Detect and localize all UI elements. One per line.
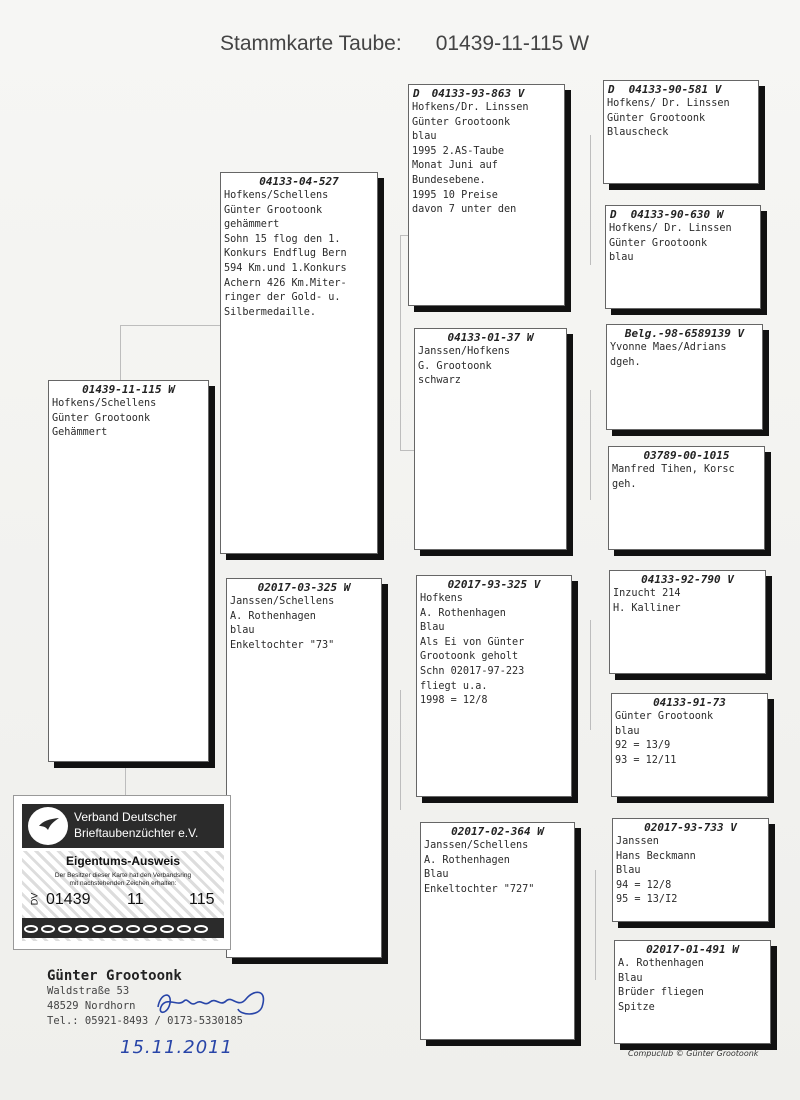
card-line: Blau [424, 869, 449, 881]
card-line: gehämmert [224, 219, 280, 231]
ownership-badge [13, 795, 231, 950]
card-line: A. Rothenhagen [424, 854, 510, 866]
card-line: Inzucht 214 [613, 588, 681, 599]
card-line: 94 = 12/8 [616, 879, 672, 891]
ring-number [606, 206, 760, 222]
ring-number: 01439-11-115 W [82, 383, 175, 396]
card-line: Janssen [616, 836, 659, 847]
badge-small-line2: mit nachstehenden Zeichen erhalten: [69, 880, 177, 887]
ring-number: 02017-93-325 V [447, 578, 541, 591]
card-line: 1995 10 Preise [412, 189, 498, 201]
card-line: Konkurs Endflug Bern [224, 248, 347, 260]
pigeon-card-fm [414, 328, 567, 550]
ring-prefix: D [413, 87, 420, 100]
card-line: Janssen/Schellens [424, 840, 529, 851]
pigeon-card-mother [226, 578, 382, 958]
ring-number: 03789-00-1015 [643, 449, 730, 462]
ring-prefix: D [608, 83, 615, 96]
card-line: 92 = 13/9 [615, 740, 671, 752]
pigeon-card-main [48, 380, 209, 762]
card-line: blau [609, 252, 634, 264]
title-ring-number: 01439-11-115 W [435, 32, 590, 55]
card-line: Yvonne Maes/Adrians [610, 342, 727, 353]
badge-small-text [22, 872, 224, 888]
badge-small-line1: Der Besitzer dieser Karte hat den Verbandsring [54, 872, 192, 879]
ring-value: 04133-90-630 W [630, 208, 724, 221]
card-line: blau [615, 725, 640, 737]
card-line: Bundesebene. [412, 174, 486, 186]
card-line: 594 Km.und 1.Konkurs [224, 262, 347, 274]
owner-street: Waldstraße 53 [47, 985, 130, 997]
card-line: A. Rothenhagen [230, 610, 316, 622]
card-line: Sohn 15 flog den 1. [224, 233, 341, 245]
ring-number: 02017-03-325 W [257, 581, 351, 594]
badge-band [22, 804, 224, 848]
card-line: Silbermedaille. [224, 306, 317, 318]
vdb-logo [28, 807, 68, 845]
card-line: Spitze [618, 1001, 655, 1013]
ring-prefix: D [610, 208, 617, 221]
ring-value: 04133-90-581 V [628, 83, 722, 96]
badge-number-3: 115 [189, 891, 215, 908]
card-line: Günter Grootoonk [615, 711, 714, 722]
ring-number: 04133-04-527 [259, 175, 339, 188]
connector [120, 325, 121, 382]
card-line: Brüder fliegen [618, 987, 704, 999]
title-label: Stammkarte Taube: [220, 32, 402, 55]
owner-name: Günter Grootoonk [47, 968, 182, 984]
card-line: A. Rothenhagen [420, 607, 506, 619]
ring-number: 04133-91-73 [653, 696, 726, 709]
owner-phone: Tel.: 05921-8493 / 0173-5330185 [47, 1015, 243, 1027]
card-line: geh. [612, 478, 637, 490]
badge-number-2: 11 [127, 891, 144, 908]
pigeon-card-fff [603, 80, 759, 184]
pigeon-card-mff [609, 570, 766, 674]
card-line: Monat Juni auf [412, 160, 498, 172]
ring-number: 02017-02-364 W [451, 825, 544, 838]
card-line: Hofkens/ Dr. Linssen [609, 223, 732, 234]
card-line: dgeh. [610, 356, 641, 368]
ring-number: 04133-92-790 V [641, 573, 734, 586]
page-title [220, 32, 589, 56]
card-line: 95 = 13/I2 [616, 894, 678, 906]
pigeon-card-fmm [608, 446, 765, 550]
card-line: Grootoonk geholt [420, 651, 519, 663]
card-line: 1998 = 12/8 [420, 695, 488, 707]
connector [590, 620, 591, 730]
card-line: Hofkens/Schellens [52, 398, 157, 409]
card-line: Enkeltochter "73" [230, 639, 335, 651]
ring-number: 02017-01-491 W [646, 943, 739, 956]
card-line: Achern 426 Km.Miter- [224, 277, 347, 289]
card-line: blau [230, 625, 255, 637]
card-line: Manfred Tihen, Korsc [612, 464, 735, 475]
connector [590, 135, 591, 265]
card-line: Hofkens/Dr. Linssen [412, 102, 529, 113]
card-line: Blau [616, 865, 641, 877]
badge-number-1: 01439 [46, 891, 91, 908]
pigeon-card-fmf [606, 324, 763, 430]
card-line: fliegt u.a. [420, 680, 488, 692]
pigeon-card-ffm [605, 205, 761, 309]
card-line: blau [412, 131, 437, 143]
card-line: Blau [420, 622, 445, 634]
card-line: Hofkens/ Dr. Linssen [607, 98, 730, 109]
badge-dv: DV [29, 892, 40, 906]
card-line: Janssen/Hofkens [418, 346, 511, 357]
badge-title: Eigentums-Ausweis [65, 854, 181, 868]
signature [150, 985, 280, 1025]
connector [400, 690, 401, 810]
card-line: A. Rothenhagen [618, 958, 704, 969]
pigeon-card-mmm [614, 940, 771, 1044]
badge-chain-pattern [22, 918, 224, 938]
footer-credit: Compuclub © Günter Grootoonk [628, 1049, 759, 1058]
card-line: Blauscheck [607, 127, 669, 139]
card-line: Enkeltochter "727" [424, 883, 535, 895]
connector [120, 325, 222, 326]
pigeon-icon [38, 817, 60, 831]
ring-number [409, 85, 564, 101]
signature-date: 15.11.2011 [120, 1037, 234, 1058]
connector [400, 235, 401, 450]
card-line: schwarz [418, 375, 461, 387]
card-line: Hofkens [420, 593, 463, 604]
card-line: Janssen/Schellens [230, 596, 335, 607]
card-line: Blau [618, 972, 643, 984]
pigeon-card-father [220, 172, 378, 554]
card-line: davon 7 unter den [412, 204, 517, 216]
badge-org-line1: Verband Deutscher [74, 810, 177, 824]
owner-city: 48529 Nordhorn [47, 1000, 136, 1012]
pigeon-card-mf [416, 575, 572, 797]
ring-number [604, 81, 758, 97]
card-line: Günter Grootoonk [412, 116, 511, 128]
card-line: Hofkens/Schellens [224, 190, 329, 201]
card-line: G. Grootoonk [418, 360, 492, 372]
card-line: 1995 2.AS-Taube [412, 145, 505, 157]
card-line: 93 = 12/11 [615, 754, 677, 766]
card-line: Günter Grootoonk [52, 412, 151, 424]
pigeon-card-mm [420, 822, 575, 1040]
pigeon-card-mfm [611, 693, 768, 797]
card-line: Gehämmert [52, 427, 108, 439]
card-line: Hans Beckmann [616, 850, 696, 862]
connector [590, 390, 591, 500]
card-line: H. Kalliner [613, 602, 681, 614]
ring-value: 04133-93-863 V [431, 87, 525, 100]
badge-org-line2: Brieftaubenzüchter e.V. [74, 826, 199, 840]
card-line: Günter Grootoonk [609, 237, 708, 249]
card-line: Günter Grootoonk [607, 112, 706, 124]
card-line: Schn 02017-97-223 [420, 665, 525, 677]
card-line: Günter Grootoonk [224, 204, 323, 216]
card-line: ringer der Gold- u. [224, 292, 341, 304]
card-line: Als Ei von Günter [420, 636, 525, 648]
ring-number: 04133-01-37 W [447, 331, 534, 344]
ring-number: 02017-93-733 V [644, 821, 737, 834]
connector [595, 870, 596, 980]
pigeon-card-ff [408, 84, 565, 306]
pigeon-card-mmf [612, 818, 769, 922]
ring-number: Belg.-98-6589139 V [624, 327, 745, 340]
